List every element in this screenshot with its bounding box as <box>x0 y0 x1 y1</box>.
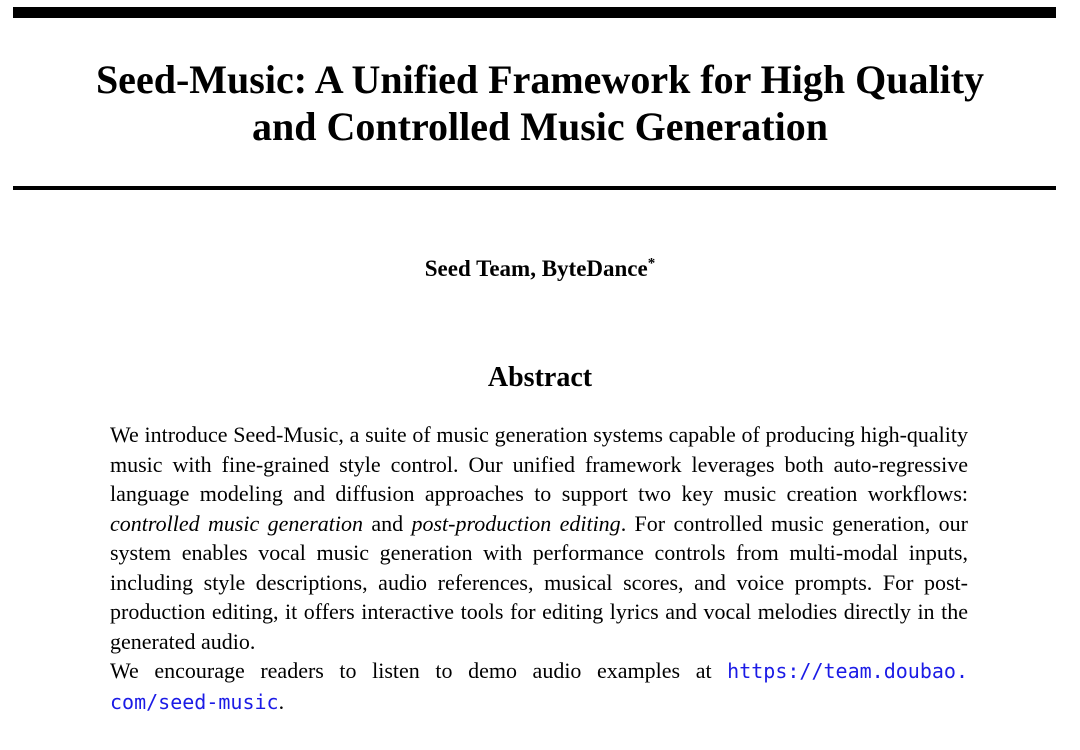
abstract-italic-phrase-controlled-generation: controlled music generation <box>110 510 363 536</box>
author-footnote-mark: * <box>647 255 656 272</box>
top-rule <box>13 7 1056 18</box>
abstract-text-segment: We introduce Seed-Music, a suite of music generation systems capable of producing high-quality music with fine-grained style control. Our unified framework leverages both auto-regressive language modeling and diffusion approaches to support two key music creation workflows: <box>110 422 968 506</box>
closing-text: We encourage readers to listen to demo audio examples at <box>110 658 728 683</box>
paper-title <box>0 56 1080 150</box>
abstract-text-segment: . For controlled music generation, our system enables vocal music generation with performance controls from multi-modal inputs, including style descriptions, audio references, musical scores, and voice prompts. For post-production editing, it offers interactive tools for editing lyrics and vocal melodies directly in the generated audio. <box>110 510 968 654</box>
author-byline <box>0 256 1080 282</box>
closing-paragraph <box>110 656 968 717</box>
paper-title-line-2: and Controlled Music Generation <box>252 104 828 149</box>
abstract-text-segment: and <box>362 510 412 536</box>
demo-audio-link[interactable]: https://team.doubao.​com/seed-music <box>110 659 968 714</box>
abstract-paragraph <box>110 420 968 656</box>
paper-title-line-1: Seed-Music: A Unified Framework for High Quality <box>95 57 985 102</box>
abstract-body <box>110 420 968 717</box>
title-divider-rule <box>13 186 1056 190</box>
abstract-heading: Abstract <box>487 362 593 393</box>
abstract-italic-phrase-postproduction-editing: post-production editing <box>411 510 621 536</box>
closing-period: . <box>278 688 285 714</box>
author-names: Seed Team, ByteDance <box>424 256 648 281</box>
